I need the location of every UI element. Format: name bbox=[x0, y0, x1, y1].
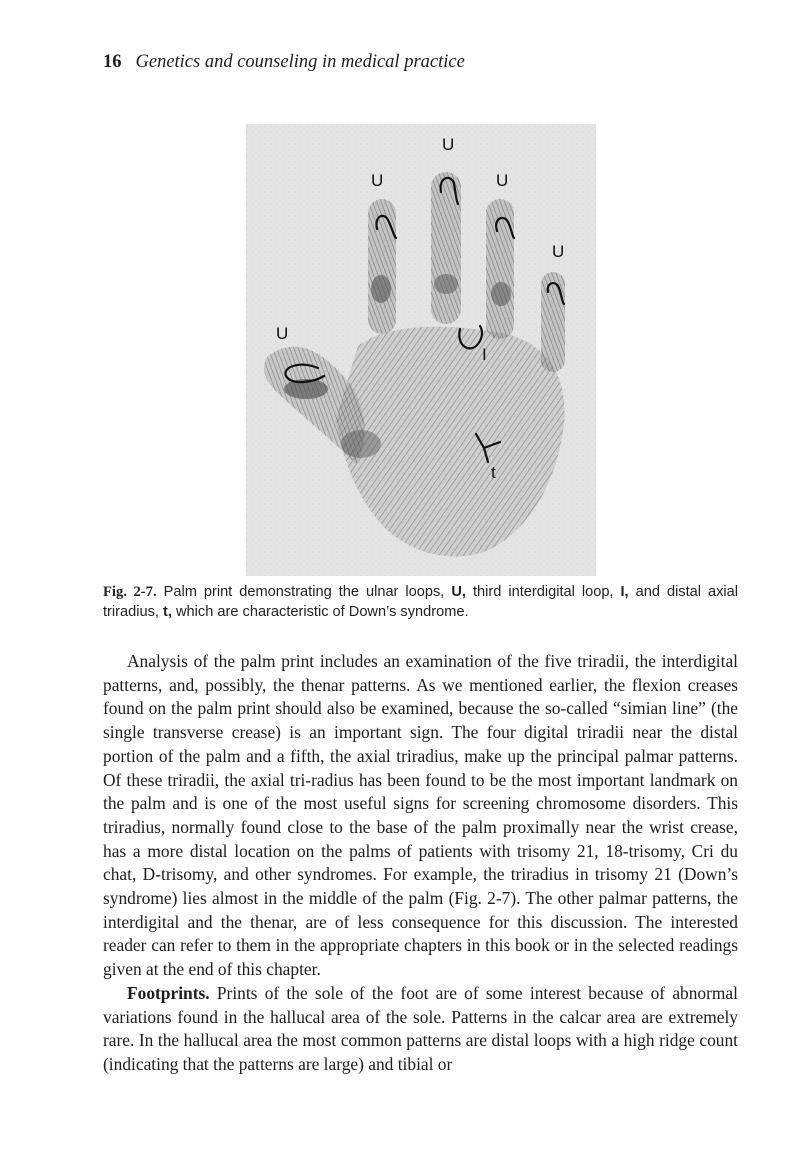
figure-caption bbox=[103, 583, 738, 622]
paragraph-analysis: Analysis of the palm print includes an examination of the five triradii, the interdigital patterns, and, possibly, the thenar patterns. As we mentioned earlier, the flexion creases found on the palm print should also be examined, because the so-called “simian line” (the single transverse crease) is an important sign. The four digital triradii near the distal portion of the palm and a fifth, the axial triradius, make up the principal palmar patterns. Of these triradii, the axial tri-radius has been found to be the most important landmark on the palm and is one of the most useful signs for screening chromosome disorders. This triradius, normally found close to the base of the palm proximally near the wrist crease, has a more distal location on the palms of patients with trisomy 21, 18-trisomy, Cri du chat, D-trisomy, and other syndromes. For example, the triradius in trisomy 21 (Down’s syndrome) lies almost in the middle of the palm (Fig. 2-7). The other palmar patterns, the interdigital and the thenar, are of less consequence for this discussion. The interested reader can refer to them in the appropriate chapters in this book or in the selected readings given at the end of this chapter. bbox=[103, 651, 738, 980]
caption-text-4: which are characteristic of Down’s syndrome. bbox=[176, 603, 469, 620]
paragraph-footprints bbox=[103, 982, 738, 1077]
running-head bbox=[103, 52, 465, 73]
caption-text-3: and distal axial triradius, bbox=[103, 584, 739, 620]
palm-print-figure bbox=[246, 124, 596, 576]
caption-t: t, bbox=[163, 603, 172, 620]
footprints-text: Prints of the sole of the foot are of some interest because of abnormal variations found in the hallucal area of the sole. Patterns in the calcar area are extremely rare. In the hallucal area the most common patterns are distal loops with a high ridge count (indicating that the patterns are large) and tibial or bbox=[103, 982, 738, 1074]
book-title: Genetics and counseling in medical practice bbox=[135, 52, 465, 72]
palm-print-image bbox=[246, 124, 596, 576]
middle-loop-label: U bbox=[442, 135, 455, 154]
caption-text-2: third interdigital loop, bbox=[472, 584, 614, 600]
axial-triradius-label: t bbox=[491, 463, 496, 482]
ring-loop-label: U bbox=[496, 171, 509, 190]
page-number: 16 bbox=[103, 52, 122, 72]
caption-u: U, bbox=[451, 584, 466, 600]
interdigital-loop-label: I bbox=[482, 345, 487, 364]
little-loop-label: U bbox=[552, 242, 565, 261]
figure-label: Fig. 2-7. bbox=[103, 584, 157, 600]
index-loop-label: U bbox=[371, 171, 384, 190]
caption-text-1: Palm print demonstrating the ulnar loops, bbox=[163, 584, 445, 600]
footprints-heading: Footprints. bbox=[127, 982, 210, 1003]
body-text bbox=[103, 650, 738, 1077]
thumb-loop-label: U bbox=[276, 324, 289, 343]
caption-i: I, bbox=[620, 584, 629, 600]
